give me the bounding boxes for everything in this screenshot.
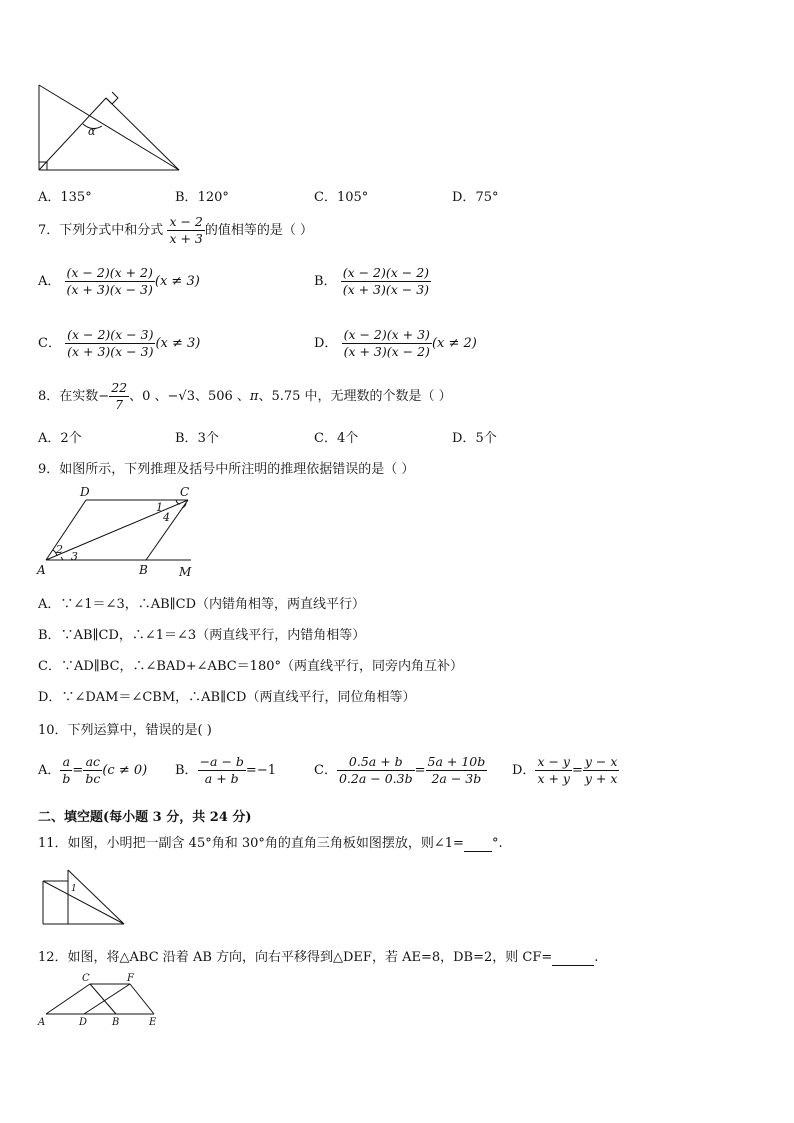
- q7-option-d[interactable]: D． $\frac{(x - 2)(x + 3)}{(x + 3)(x - 2)}$ (x ≠ 2): [314, 327, 477, 359]
- section-2-title: 二、填空题(每小题 3 分，共 24 分): [38, 810, 252, 825]
- svg-text:C: C: [82, 973, 90, 984]
- svg-text:B: B: [112, 1017, 120, 1028]
- q8-sqrt: −√3: [167, 389, 195, 404]
- q8-fraction: $\frac{22}{7}$: [111, 380, 128, 412]
- q11-figure: [40, 868, 130, 930]
- q7-option-c[interactable]: C． $\frac{(x - 2)(x - 3)}{(x + 3)(x - 3)}$ (x ≠ 3): [38, 327, 201, 359]
- svg-text:3: 3: [71, 550, 78, 563]
- q12-figure: [36, 970, 166, 1030]
- svg-text:M: M: [179, 565, 192, 579]
- svg-text:A: A: [37, 563, 46, 577]
- q9-option-b[interactable]: B．∵AB∥CD，∴∠1＝∠3（两直线平行，内错角相等）: [38, 628, 366, 643]
- q8-stem: 8．在实数− $\frac{22}{7}$ 、0 、−√3、506 、π、5.75 中，无理数的个数是（ ）: [38, 380, 452, 412]
- q9-option-a[interactable]: A．∵∠1＝∠3，∴AB∥CD（内错角相等，两直线平行）: [38, 597, 366, 612]
- q6-figure: [36, 80, 186, 175]
- q8-option-c[interactable]: C．4个: [314, 431, 359, 446]
- svg-text:1: 1: [156, 501, 163, 514]
- q10-option-b[interactable]: B． $\frac{-a - b}{a + b}$ =−1: [175, 754, 276, 786]
- q9-figure: [36, 484, 201, 579]
- q9-option-d[interactable]: D．∵∠DAM＝∠CBM，∴AB∥CD（两直线平行，同位角相等）: [38, 690, 416, 705]
- svg-text:4: 4: [163, 511, 170, 524]
- q10-option-d[interactable]: D． $\frac{x - y}{x + y}$ = $\frac{y - x}{y + x}$: [512, 754, 618, 786]
- svg-text:E: E: [149, 1017, 157, 1028]
- q12-stem: 12．如图，将△ABC 沿着 AB 方向，向右平移得到△DEF，若 AE=8，DB=2，则 CF= .: [38, 950, 599, 965]
- q12-answer-blank[interactable]: [552, 950, 594, 966]
- svg-text:D: D: [79, 1017, 88, 1028]
- q8-option-d[interactable]: D．5个: [452, 431, 497, 446]
- q6-option-b[interactable]: B．120°: [175, 190, 229, 205]
- svg-text:A: A: [38, 1017, 46, 1028]
- svg-text:2: 2: [56, 543, 63, 556]
- q11-answer-blank[interactable]: [464, 836, 492, 852]
- q10-option-c[interactable]: C． $\frac{0.5a + b}{0.2a - 0.3b}$ = $\frac{5a + 10b}{2a - 3b}$: [314, 754, 486, 786]
- svg-text:C: C: [180, 485, 190, 499]
- q10-option-a[interactable]: A． $\frac{a}{b}$ = $\frac{ac}{bc}$ (c ≠ 0): [38, 754, 148, 786]
- q9-option-c[interactable]: C．∵AD∥BC，∴∠BAD+∠ABC＝180°（两直线平行，同旁内角互补）: [38, 659, 463, 674]
- q10-stem: 10．下列运算中，错误的是( ): [38, 723, 212, 738]
- q9-stem: 9．如图所示，下列推理及括号中所注明的推理依据错误的是（ ）: [38, 462, 415, 477]
- svg-text:F: F: [127, 973, 134, 984]
- q7-stem: 7．下列分式中和分式 $\frac{x - 2}{x + 3}$ 的值相等的是（ ）: [38, 214, 314, 246]
- q7-option-a[interactable]: A． $\frac{(x - 2)(x + 2)}{(x + 3)(x - 3)}$ (x ≠ 3): [38, 265, 200, 297]
- q6-alpha-label: α: [88, 125, 96, 138]
- q7-option-b[interactable]: B． $\frac{(x - 2)(x - 2)}{(x + 3)(x - 3)}$: [314, 265, 430, 297]
- svg-text:D: D: [80, 485, 90, 499]
- q6-option-a[interactable]: A．135°: [38, 190, 92, 205]
- q8-option-a[interactable]: A．2个: [38, 431, 82, 446]
- q11-stem: 11．如图，小明把一副含 45°角和 30°角的直角三角板如图摆放，则∠1= °.: [38, 836, 503, 851]
- svg-text:B: B: [139, 563, 148, 577]
- q6-option-d[interactable]: D．75°: [452, 190, 499, 205]
- svg-text:1: 1: [71, 884, 77, 894]
- q6-option-c[interactable]: C．105°: [314, 190, 369, 205]
- q7-stem-fraction: $\frac{x - 2}{x + 3}$: [169, 214, 203, 246]
- q8-option-b[interactable]: B．3个: [175, 431, 219, 446]
